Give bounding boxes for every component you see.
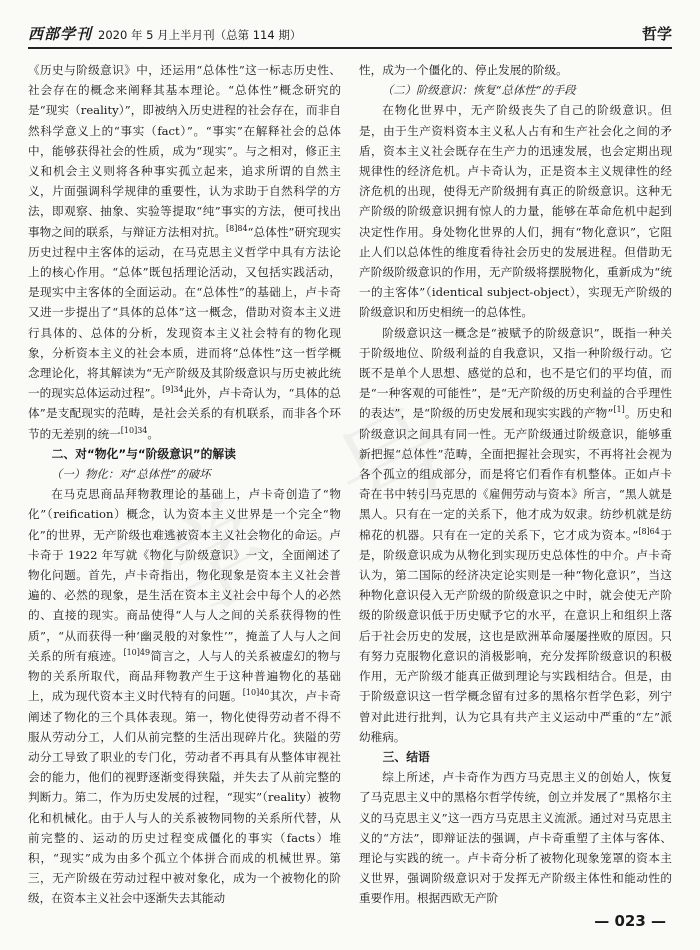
left-column: [28, 60, 341, 906]
citation: [10]34: [120, 425, 148, 435]
journal-logo: 西部学刊: [28, 25, 93, 43]
section-heading: 二、对“物化”与“阶级意识”的解读: [51, 446, 236, 461]
header-left: [28, 23, 301, 44]
paragraph: 阶级意识这一概念是“被赋予的阶级意识”，既指一种关于阶级地位、阶级利益的自我意识，又指一种阶级行动。它既不是单个人思想、感觉的总和，也不是它们的平均值，而是“一种客观的可能性”，是“无产阶级的历史利益的合乎理性的表达”，是“阶级的历史发展和现实实践的产物”[1]。历史和阶级意识之间具有同一性。无产阶级通过阶级意识，能够重新把握“总体性”范畴，全面把握社会现实，不再将社会视为各个孤立的组成部分，而是将它们看作有机整体。正如卢卡奇在书中转引马克思的《雇佣劳动与资本》所言，“黑人就是黑人。只有在一定的关系下，他才成为奴隶。纺纱机就是纺棉花的机器。只有在一定的关系下，它才成为资本。”$^{[8]64}$于是，阶级意识成为从物化到实现历史总体性的中介。卢卡奇认为，第二国际的经济决定论实则是一种“物化意识”，当这种物化意识侵入无产阶级的阶级意识之中时，就会使无产阶级的阶级意识低于历史赋予它的水平，在意识上和组织上落后于社会历史的发展，这也是欧洲革命屡屡挫败的原因。只有努力克服物化意识的消极影响，充分发挥阶级意识的积极作用，无产阶级才能真正做到理论与实践相结合。但是，由于阶级意识这一哲学概念留有过多的黑格尔哲学色彩，列宁曾对此进行批判，认为它具有共产主义运动中严重的“左”派幼稚病。: [359, 325, 672, 744]
subsection-heading: （一）物化：对“总体性”的破坏: [50, 467, 211, 482]
citation: [1]: [613, 405, 625, 415]
citation: [10]49: [123, 648, 151, 658]
subsection-heading: （二）阶级意识：恢复“总体性”的手段: [381, 83, 576, 98]
paragraph: 《历史与阶级意识》中，还运用“总体性”这一标志历史性、社会存在的概念来阐释其基本理论。“总体性”概念研究的是“现实（reality）”，即被纳入历史进程的社会存在，而非自然科学意义上的“事实（fact）”。“事实”在解释社会的总体中，能够获得社会的性质，成为“现实”。与之相对，修正主义和机会主义则将各种事实孤立起来，追求所谓的自然主义，片面强调科学规律的重要性，认为求助于自然科学的方法，即观察、抽象、实验等提取“纯”事实的方法，便可找出事物之间的联系，与辩证方法相对抗。$^{[8]84}$“总体性”研究现实历史过程中主客体的运动，在马克思主义哲学中具有方法论上的核心作用。“总体”既包括理论活动，又包括实践活动，是现实中主客体的全面运动。在“总体性”的基础上，卢卡奇又进一步提出了“具体的总体”这一概念，借助对资本主义进行具体的、总体的分析，发现资本主义社会特有的物化现象，分析资本主义的社会本质，进而将“总体性”这一哲学概念理论化，将其解读为“无产阶级及其阶级意识与历史被此统一的现实总体运动过程”。$^{[9]34}$此外，卢卡奇认为，“具体的总体”是支配现实的范畴，是社会关系的有机联系，而非各个环节的无差别的统一$^{[10]34}$。: [28, 63, 341, 441]
right-column: [359, 60, 672, 906]
section-tag: 哲学: [641, 25, 672, 43]
section-heading: 三、结语: [382, 749, 430, 764]
citation: [8]84: [226, 223, 248, 233]
citation: [10]40: [242, 688, 270, 698]
citation: [9]34: [162, 385, 184, 395]
article-body: [28, 60, 672, 906]
page-number: — 023 —: [594, 912, 666, 930]
paragraph: 性，成为一个僵化的、停止发展的阶级。: [359, 63, 568, 77]
issue-info: 2020 年 5 月上半月刊（总第 114 期）: [98, 28, 302, 42]
paragraph: 在物化世界中，无产阶级丧失了自己的阶级意识。但是，由于生产资料资本主义私人占有和生产社会化之间的矛盾，资本主义社会既存在生产力的迅速发展，也会定期出现规律性的经济危机。卢卡奇认为，正是资本主义规律性的经济危机的出现，使得无产阶级拥有真正的阶级意识。这种无产阶级的阶级意识拥有惊人的力量，能够在革命危机中起到决定性作用。身处物化世界的人们，拥有“物化意识”，它阻止人们以总体性的维度看待社会历史的发展进程。但借助无产阶级阶级意识的作用，无产阶级将摆脱物化，重新成为“统一的主客体”（identical subject-object），实现无产阶级的阶级意识和历史相统一的总体性。: [359, 103, 672, 320]
paragraph: 综上所述，卢卡奇作为西方马克思主义的创始人，恢复了马克思主义中的黑格尔哲学传统，创立并发展了“黑格尔主义的马克思主义”这一西方马克思主义流派。通过对马克思主义的“方法”，即辩证法的强调，卢卡奇重塑了主体与客体、理论与实践的统一。卢卡奇分析了被物化现象笼罩的资本主义世界，强调阶级意识对于发挥无产阶级主体性和能动性的重要作用。根据西欧无产阶: [359, 770, 672, 906]
paragraph: 在马克思商品拜物教理论的基础上，卢卡奇创造了“物化”（reification）概念，认为资本主义世界是一个完全“物化”的世界，无产阶级也难逃被资本主义社会物化的命运。卢卡奇于 1922 年写就《物化与阶级意识》一文，全面阐述了物化问题。首先，卢卡奇指出，物化现象是资本主义社会普遍的、必然的现象，是生活在资本主义社会中每个人的必然的、直接的现实。商品使得“人与人之间的关系获得物的性质”，“从而获得一种‘幽灵般的对象性’”，掩盖了人与人之间关系的所有痕迹。$^{[10]49}$简言之，人与人的关系被虚幻的物与物的关系所取代，商品拜物教产生于这种普遍物化的基础上，成为现代资本主义时代特有的问题。$^{[10]40}$其次，卢卡奇阐述了物化的三个具体表现。第一，物化使得劳动者不得不服从劳动分工，人们从前完整的生活出现碎片化。狭隘的劳动分工导致了职业的专门化，劳动者不再具有从整体审视社会的能力，他们的视野逐渐变得狭隘，并失去了从前完整的判断力。第二，作为历史发展的过程，“现实”（reality）被物化和机械化。由于人与人的关系被物同物的关系所代替，从前完整的、运动的历史过程变成僵化的事实（facts）堆积，“现实”成为由多个孤立个体拼合而成的机械世界。第三，无产阶级在劳动过程中被对象化，成为一个被物化的阶级，在资本主义社会中逐渐失去其能动: [28, 487, 341, 906]
citation: [8]64: [638, 526, 660, 536]
page-header: [28, 14, 672, 49]
